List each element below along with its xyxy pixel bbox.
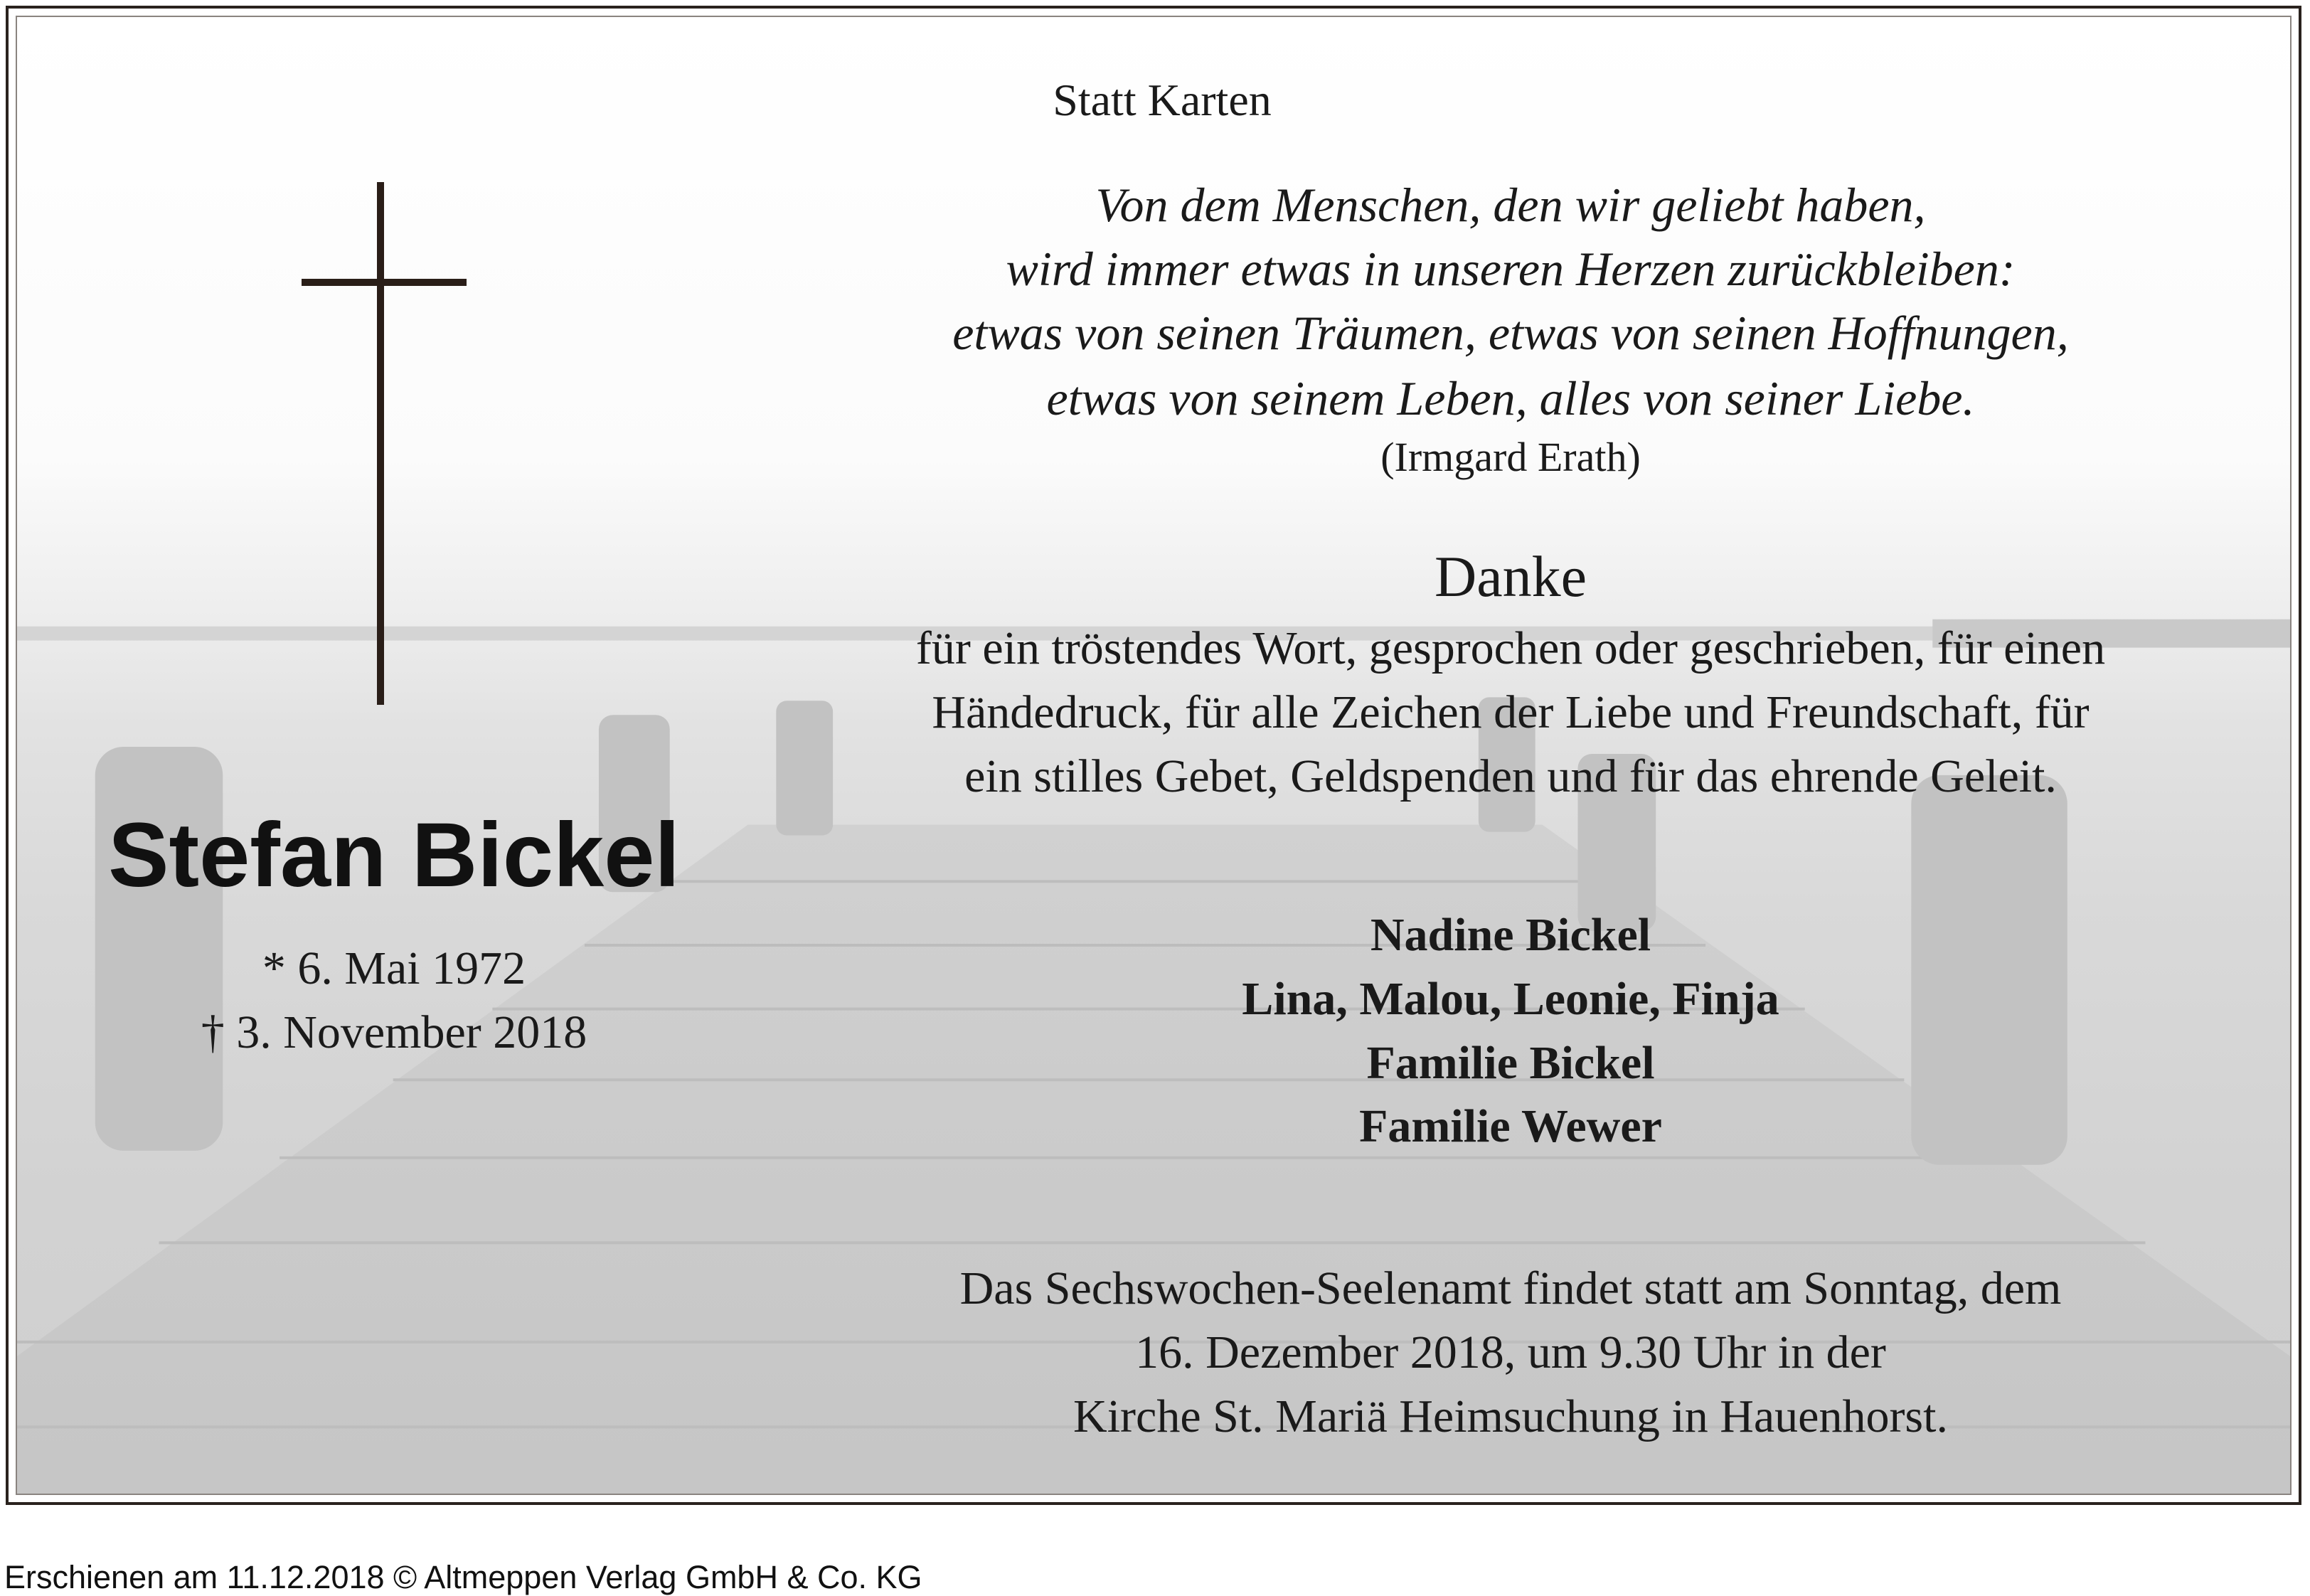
thanks-line: Händedruck, für alle Zeichen der Liebe und Freundschaft, für: [932, 686, 2090, 738]
poem-author: (Irmgard Erath): [1380, 434, 1641, 480]
poem-line: Von dem Menschen, den wir geliebt haben,: [1095, 178, 1926, 232]
mourner-name: Lina, Malou, Leonie, Finja: [1242, 973, 1779, 1025]
poem-line: wird immer etwas in unseren Herzen zurückbleiben:: [1006, 242, 2016, 296]
service-line: 16. Dezember 2018, um 9.30 Uhr in der: [1135, 1326, 1886, 1378]
deceased-name: Stefan Bickel: [108, 804, 680, 906]
thanks-heading: Danke: [1434, 544, 1587, 609]
mourner-name: Familie Bickel: [1366, 1037, 1655, 1089]
mourner-name: Familie Wewer: [1359, 1100, 1662, 1152]
poem-line: etwas von seinem Leben, alles von seiner Liebe.: [1046, 371, 1975, 425]
birth-date: * 6. Mai 1972: [262, 942, 526, 994]
service-line: Das Sechswochen-Seelenamt findet statt am Sonntag, dem: [959, 1262, 2062, 1314]
publication-credit: Erschienen am 11.12.2018 © Altmeppen Verlag GmbH & Co. KG: [4, 1559, 922, 1595]
death-date: † 3. November 2018: [201, 1006, 587, 1058]
thanks-line: ein stilles Gebet, Geldspenden und für das ehrende Geleit.: [964, 750, 2057, 802]
thanks-line: für ein tröstendes Wort, gesprochen oder geschrieben, für einen: [915, 622, 2106, 674]
service-line: Kirche St. Mariä Heimsuchung in Hauenhorst.: [1073, 1390, 1948, 1442]
notice-panel: [16, 16, 2292, 1495]
obituary-notice: [6, 6, 2301, 1505]
statt-karten-label: Statt Karten: [1053, 75, 1272, 125]
cross-icon: [302, 182, 472, 708]
mourner-name: Nadine Bickel: [1370, 909, 1651, 961]
poem-line: etwas von seinen Träumen, etwas von seinen Hoffnungen,: [952, 306, 2069, 360]
